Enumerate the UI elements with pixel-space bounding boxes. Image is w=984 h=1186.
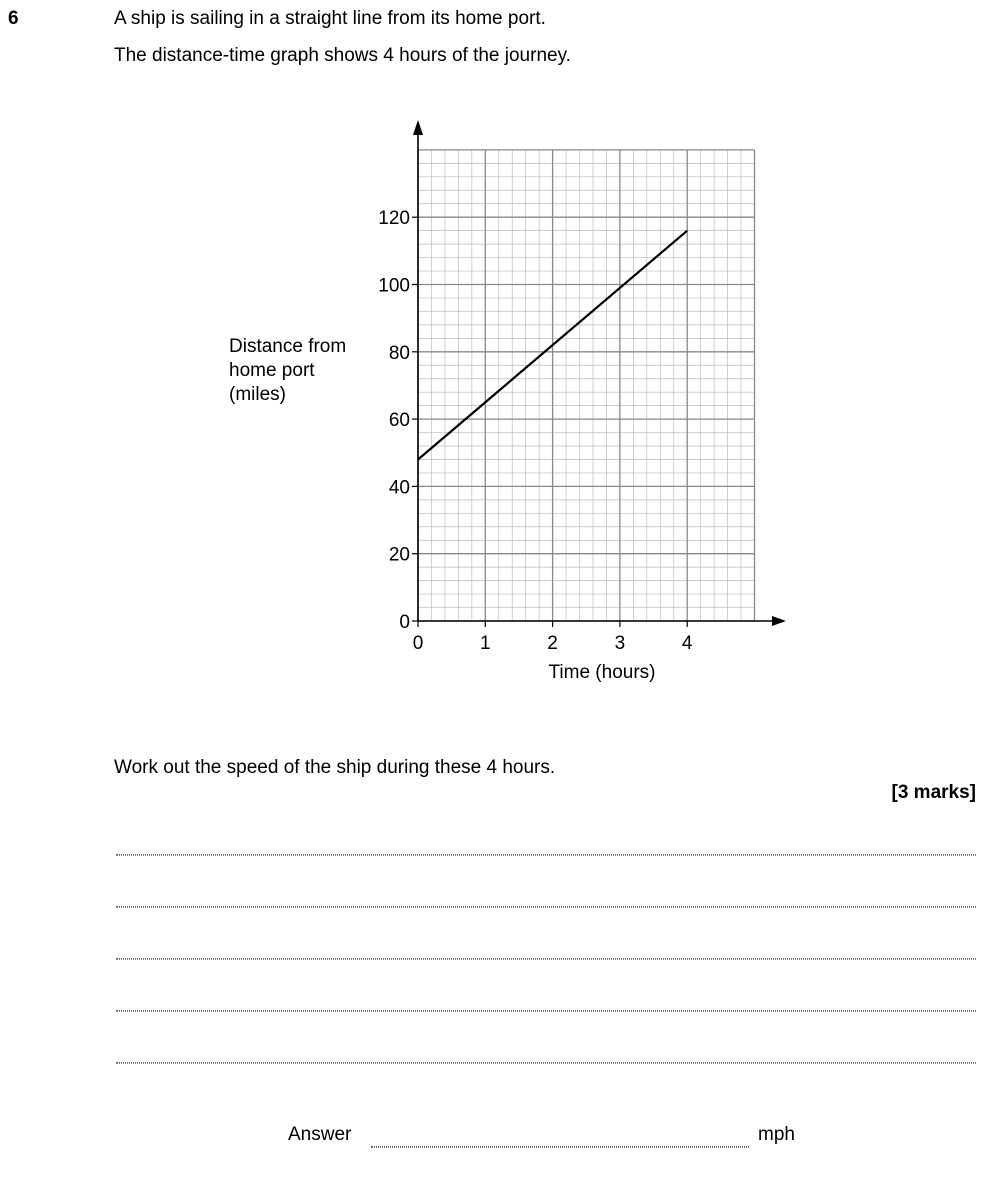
x-tick-label: 1 (480, 633, 491, 654)
y-tick-label: 60 (388, 410, 410, 432)
y-tick-label: 120 (378, 208, 410, 230)
working-line-1[interactable] (116, 854, 976, 856)
y-axis-arrow-icon (413, 120, 423, 135)
question-number: 6 (8, 8, 19, 29)
marks-label: [3 marks] (891, 782, 976, 803)
axes (413, 120, 786, 626)
question-task: Work out the speed of the ship during these 4 hours. (114, 757, 556, 778)
x-tick-label: 4 (681, 633, 693, 654)
minor-grid (418, 150, 755, 621)
major-grid (418, 150, 755, 621)
ticks (378, 208, 693, 654)
working-line-3[interactable] (116, 958, 976, 960)
x-tick-label: 2 (547, 633, 558, 654)
y-axis-label-line-3: (miles) (229, 384, 286, 405)
y-axis-label-line-1: Distance from (229, 336, 347, 357)
working-line-5[interactable] (116, 1062, 976, 1064)
y-tick-label: 0 (399, 612, 410, 633)
working-line-4[interactable] (116, 1010, 976, 1012)
y-axis-label-line-2: home port (229, 360, 315, 381)
working-line-2[interactable] (116, 906, 976, 908)
x-tick-label: 3 (614, 633, 626, 654)
answer-unit: mph (758, 1124, 795, 1145)
question-intro-line-1: A ship is sailing in a straight line from its home port. (114, 8, 546, 29)
y-tick-label: 100 (378, 275, 410, 297)
answer-label: Answer (288, 1124, 352, 1145)
x-axis-arrow-icon (772, 616, 786, 626)
x-tick-label: 0 (412, 633, 424, 654)
y-tick-label: 40 (388, 477, 410, 499)
answer-input-line[interactable] (371, 1146, 749, 1148)
y-tick-label: 20 (388, 544, 410, 566)
y-tick-label: 80 (388, 342, 410, 364)
x-axis-label: Time (hours) (548, 662, 656, 683)
question-intro-line-2: The distance-time graph shows 4 hours of the journey. (114, 45, 571, 66)
